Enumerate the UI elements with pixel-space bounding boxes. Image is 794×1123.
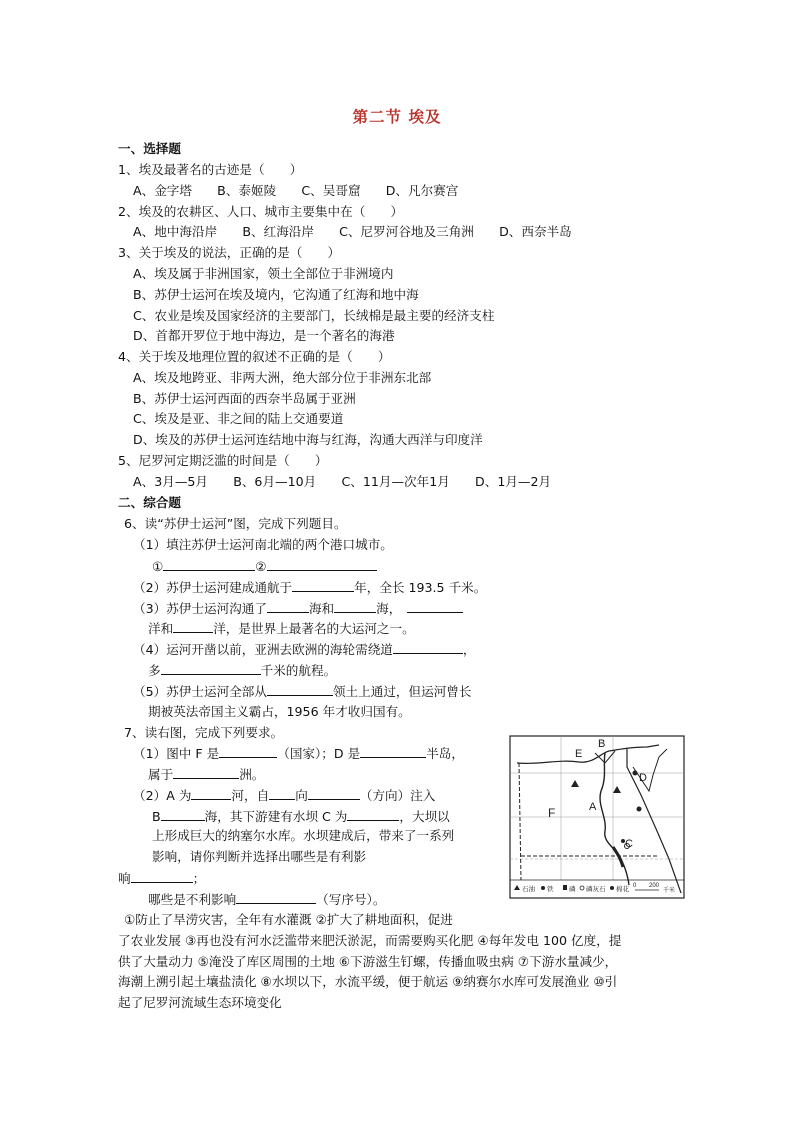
- q7-options-line2: 了农业发展 ③再也没有河水泛滥带来肥沃淤泥，而需要购买化肥 ④每年发电 100 亿度，提: [118, 933, 622, 948]
- q7-part2-line6: [148, 891, 385, 908]
- q7-part2-to: 向: [295, 788, 308, 803]
- q7-options-line1: ①防止了旱涝灾害，全年有水灌溉 ②扩大了耕地面积，促进: [124, 912, 453, 927]
- egypt-map-figure: [509, 735, 685, 899]
- q4-option-d: D、埃及的苏伊士运河连结地中海与红海，沟通大西洋与印度洋: [133, 432, 483, 447]
- q6-country-blank[interactable]: [267, 683, 333, 696]
- q6-stem: 6、读“苏伊士运河”图，完成下列题目。: [124, 516, 347, 531]
- map-label-a: A: [589, 801, 597, 813]
- q6-part3-sea-label-2: 海，: [376, 601, 402, 616]
- q6-part4-comma: ，: [462, 642, 476, 657]
- scale-unit: 千米: [663, 888, 676, 894]
- q5-stem: 5、尼罗河定期泛滥的时间是（ ）: [118, 453, 328, 468]
- q6-answer-blank-2[interactable]: [267, 558, 377, 571]
- q7-part2-dam-tail: ，大坝以: [399, 809, 450, 824]
- legend-iron: 铁: [547, 886, 554, 893]
- q6-ocean-blank-1[interactable]: [407, 600, 463, 613]
- q7-part2-from: 河，自: [231, 788, 270, 803]
- q7-part2: [133, 787, 435, 804]
- q6-part5-mid: 领土上通过，但运河曾长: [332, 684, 472, 699]
- q7-options-line4: 海潮上溯引起土壤盐渍化 ⑧水坝以下，水流平缓，便于航运 ⑨纳赛尔水库可发展渔业 ⑩引: [118, 974, 618, 989]
- q6-circle-1: ①: [152, 559, 164, 574]
- q6-distance-blank[interactable]: [161, 662, 261, 675]
- q4-option-b: B、苏伊士运河西面的西奈半岛属于亚洲: [133, 391, 356, 406]
- q7-part1-cont: [148, 766, 264, 783]
- q6-part3: [133, 600, 463, 617]
- q7-stem: 7、读右图，完成下列要求。: [124, 725, 284, 740]
- q7-options-line5: 起了尼罗河流域生态环境变化: [118, 995, 282, 1010]
- q6-part4-more: 多: [148, 663, 161, 678]
- q7-part2-note: （写序号）。: [316, 892, 386, 907]
- q6-part1: （1）填注苏伊士运河南北端的两个港口城市。: [133, 537, 393, 552]
- map-label-e: E: [575, 748, 583, 760]
- legend-phosphorus: 磷: [569, 886, 576, 893]
- q3-option-b: B、苏伊士运河在埃及境内，它沟通了红海和地中海: [133, 287, 419, 302]
- mineral-symbol: [633, 771, 638, 776]
- q6-circle-2: ②: [255, 559, 267, 574]
- q7-part1-mid: （国家）；D 是: [277, 746, 361, 761]
- q3-option-a: A、埃及属于非洲国家，领土全部位于非洲境内: [133, 266, 394, 281]
- q7-part2-b: B: [152, 809, 161, 824]
- q7-part2-harm-label: 哪些是不利影响: [148, 892, 237, 907]
- q7-river-blank[interactable]: [191, 787, 231, 800]
- q6-part4-cont: [148, 662, 336, 679]
- q1-options: A、金字塔 B、泰姬陵 C、吴哥窟 D、凡尔赛宫: [133, 183, 459, 198]
- map-label-c: C: [625, 838, 633, 850]
- q3-option-c: C、农业是埃及国家经济的主要部门，长绒棉是最主要的经济支柱: [133, 308, 495, 323]
- q6-part5: [133, 683, 471, 700]
- q6-route-blank[interactable]: [393, 641, 463, 654]
- q6-part5-text: （5）苏伊士运河全部从: [133, 684, 267, 699]
- q4-option-a: A、埃及地跨亚、非两大洲，绝大部分位于非洲东北部: [133, 370, 432, 385]
- q7-benefit-blank[interactable]: [131, 870, 193, 883]
- scale-zero: 0: [633, 883, 637, 889]
- q6-part2-text: （2）苏伊士运河建成通航于: [133, 580, 293, 595]
- q6-answer-blank-1[interactable]: [163, 558, 255, 571]
- q6-part1-answers: [152, 558, 377, 575]
- map-label-d: D: [639, 772, 647, 784]
- q6-part3-text: （3）苏伊士运河沟通了: [133, 601, 267, 616]
- q4-stem: 4、关于埃及地理位置的叙述不正确的是（ ）: [118, 349, 391, 364]
- q2-stem: 2、埃及的农耕区、人口、城市主要集中在（ ）: [118, 204, 404, 219]
- q6-year-blank[interactable]: [292, 579, 354, 592]
- map-label-b: B: [598, 738, 606, 750]
- mineral-symbol: [637, 807, 642, 812]
- q6-sea-blank-1[interactable]: [267, 600, 309, 613]
- section-comprehensive-heading: 二、综合题: [118, 495, 181, 510]
- legend-phosphorus-symbol: [563, 885, 567, 890]
- q7-from-blank[interactable]: [269, 787, 295, 800]
- q7-options-line3: 供了大量动力 ⑤淹没了库区周围的土地 ⑥下游滋生钉螺，传播血吸虫病 ⑦下游水量减少，: [118, 954, 618, 969]
- q7-part2-semicolon: ；: [192, 871, 206, 886]
- q7-sea-blank[interactable]: [161, 808, 205, 821]
- q7-direction-blank[interactable]: [308, 787, 360, 800]
- q7-part2-line3: 上形成巨大的纳塞尔水库。水坝建成后，带来了一系列: [152, 828, 455, 843]
- q6-part2-tail: 年，全长 193.5 千米。: [354, 580, 487, 595]
- q6-ocean-blank-2[interactable]: [173, 620, 213, 633]
- q7-country-blank[interactable]: [219, 745, 277, 758]
- q2-options: A、地中海沿岸 B、红海沿岸 C、尼罗河谷地及三角洲 D、西奈半岛: [133, 224, 572, 239]
- q6-part3-sea-label: 海和: [308, 601, 335, 616]
- q5-options: A、3月—5月 B、6月—10月 C、11月—次年1月 D、1月—2月: [133, 474, 552, 489]
- page-title: 第二节 埃及: [352, 108, 442, 126]
- q7-part2-benefit-label: 响: [118, 871, 131, 886]
- q6-part3-ocean-label: 洋和: [148, 621, 174, 636]
- legend-apatite: 磷灰石: [586, 886, 606, 893]
- legend-iron-symbol: [541, 886, 545, 890]
- legend-cotton-symbol: [610, 886, 614, 890]
- q7-part2-line5: [118, 870, 205, 887]
- legend-cotton: 棉花: [616, 886, 629, 893]
- q6-part3-cont: [148, 620, 415, 637]
- section-choice-heading: 一、选择题: [118, 141, 181, 156]
- legend-oil: 石油: [522, 886, 535, 893]
- scale-200: 200: [649, 883, 660, 889]
- q4-option-c: C、埃及是亚、非之间的陆上交通要道: [133, 411, 344, 426]
- q6-sea-blank-2[interactable]: [334, 600, 376, 613]
- q6-part4-text: （4）运河开凿以前，亚洲去欧洲的海轮需绕道: [133, 642, 393, 657]
- q1-stem: 1、埃及最著名的古迹是（ ）: [118, 162, 303, 177]
- q7-part2-line4: 影响，请你判断并选择出哪些是有利影: [152, 849, 367, 864]
- q7-peninsula-blank[interactable]: [360, 745, 426, 758]
- q7-part2-line2: [152, 808, 450, 825]
- q7-part2-flows: （方向）注入: [359, 788, 436, 803]
- q6-part4: [133, 641, 475, 658]
- map-label-f: F: [548, 806, 556, 820]
- q3-stem: 3、关于埃及的说法，正确的是（ ）: [118, 245, 341, 260]
- q6-part4-tail: 千米的航程。: [260, 663, 337, 678]
- q7-dam-blank[interactable]: [347, 808, 399, 821]
- q6-part2: [133, 579, 486, 596]
- q7-part1-text: （1）图中 F 是: [133, 746, 220, 761]
- q6-part5-cont: 期被英法帝国主义霸占，1956 年才收归国有。: [148, 704, 411, 719]
- q7-harm-blank[interactable]: [236, 891, 316, 904]
- q7-part1-peninsula: 半岛，: [426, 746, 464, 761]
- q7-part1: [133, 745, 464, 762]
- q7-part1-belongs: 属于: [148, 767, 174, 782]
- q7-part1-tail: 洲。: [239, 767, 265, 782]
- q6-part3-tail: 洋，是世界上最著名的大运河之一。: [213, 621, 415, 636]
- q3-option-d: D、首都开罗位于地中海边，是一个著名的海港: [133, 328, 395, 343]
- q7-continent-blank[interactable]: [173, 766, 239, 779]
- q7-part2-dam-text: 海，其下游建有水坝 C 为: [204, 809, 348, 824]
- q7-part2-text: （2）A 为: [133, 788, 192, 803]
